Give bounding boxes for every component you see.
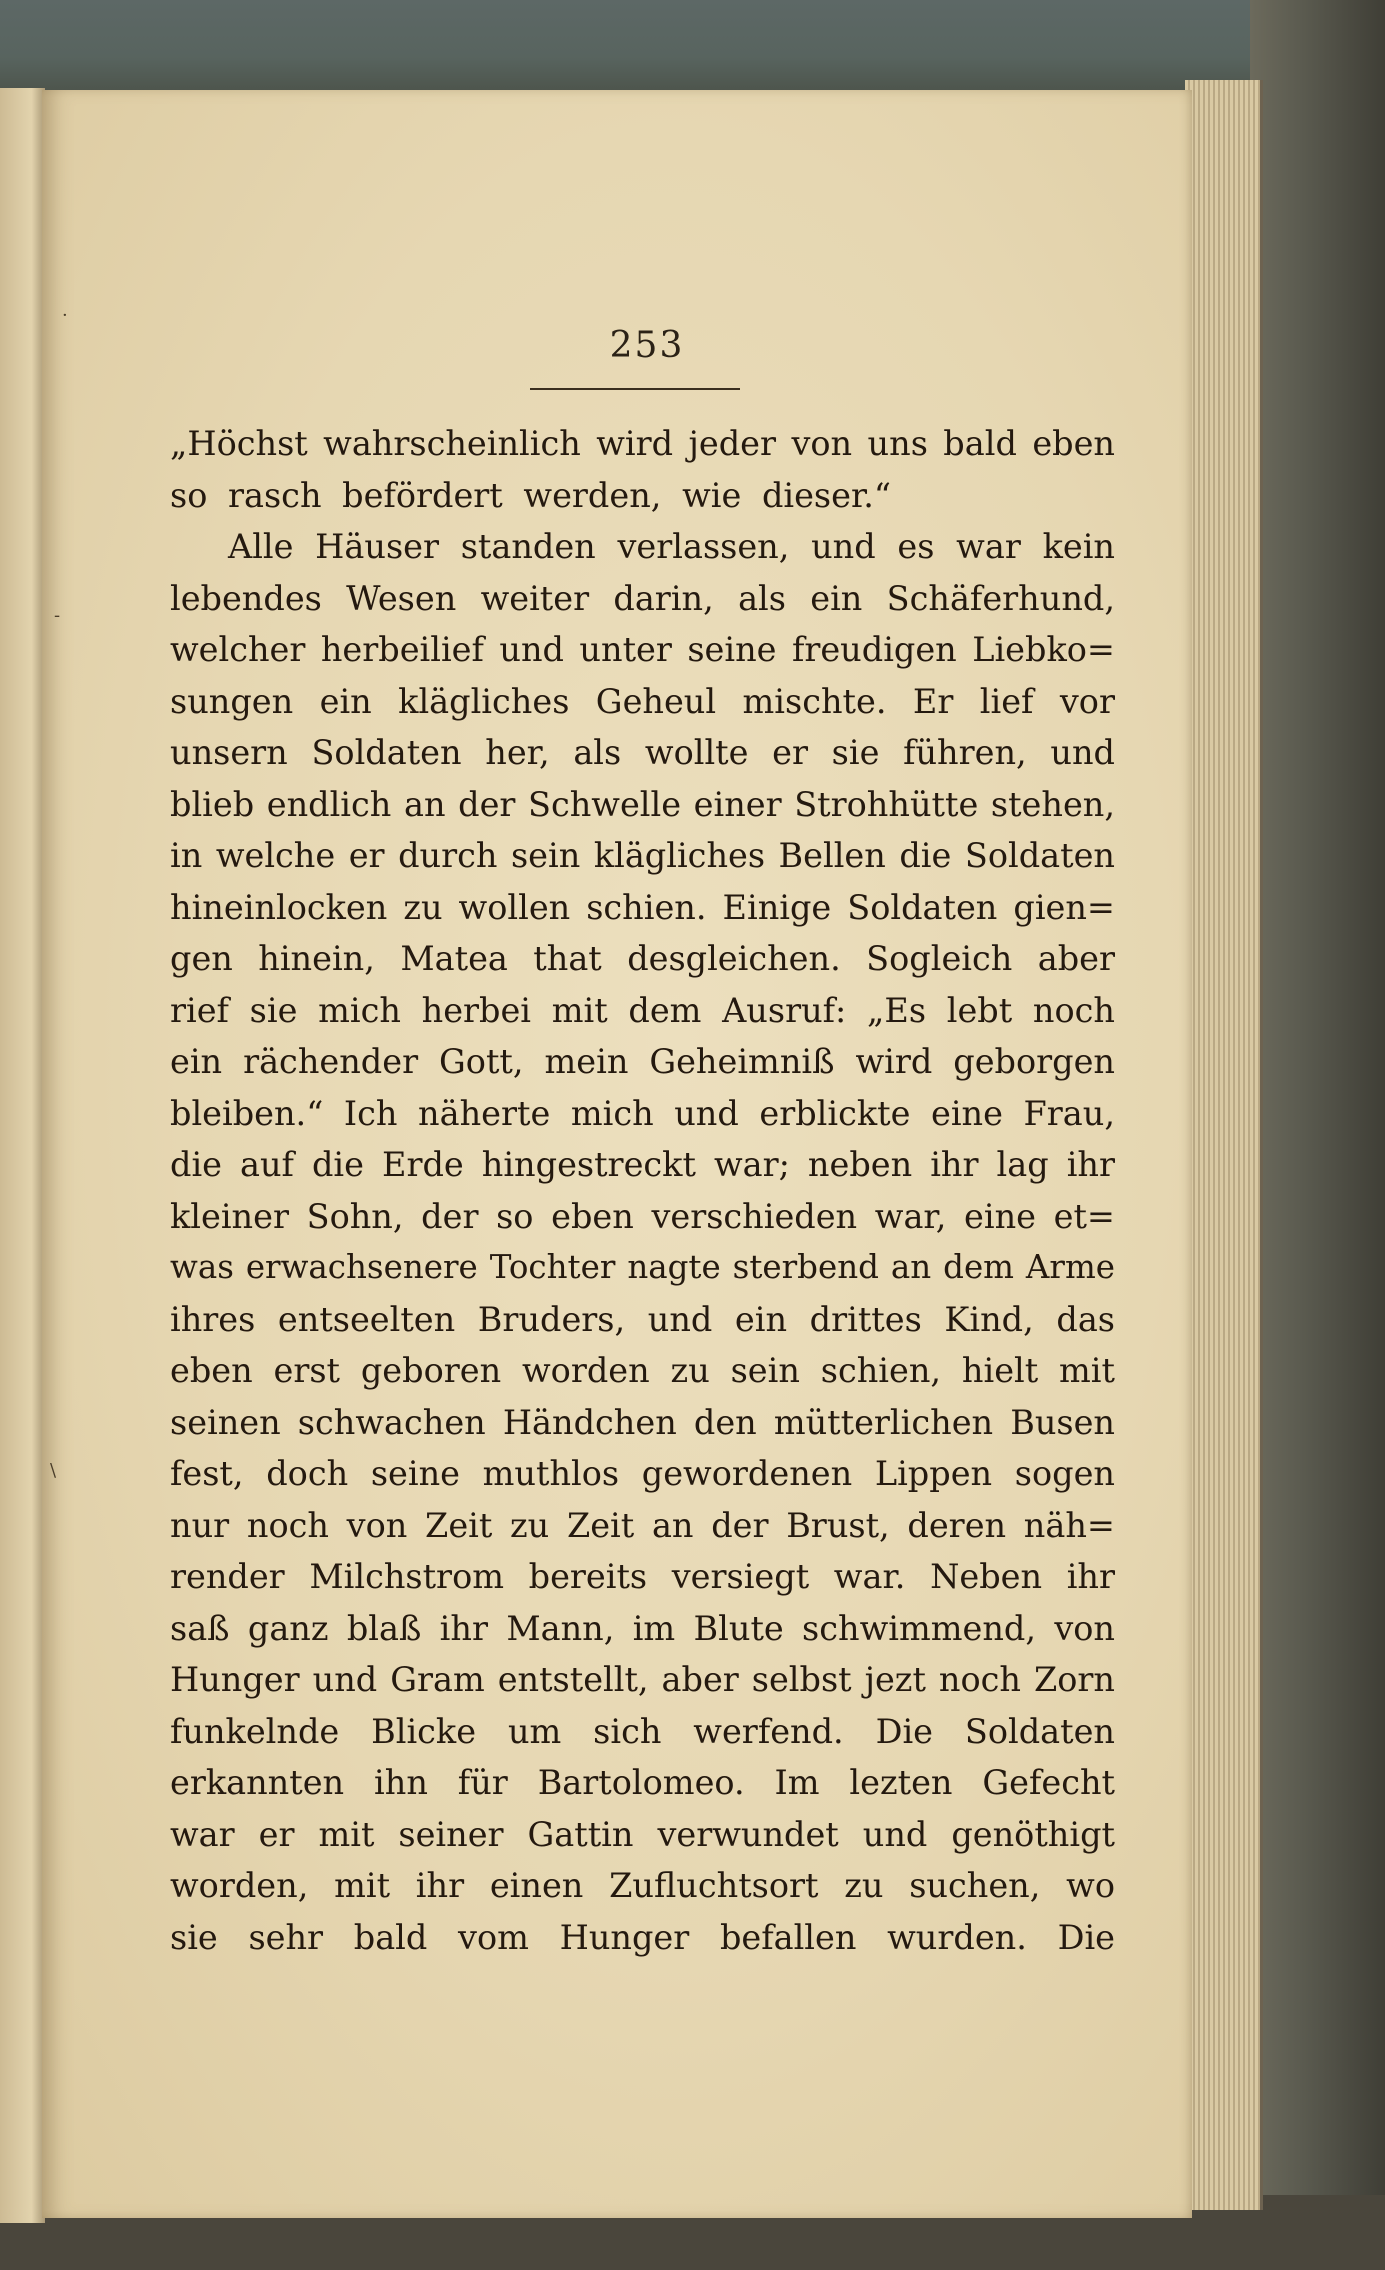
header-rule bbox=[530, 388, 740, 390]
body-text bbox=[170, 418, 1115, 1963]
text-line: lebendes Wesen weiter darin, als ein Schäferhund, bbox=[170, 578, 1115, 618]
text-line: erkannten ihn für Bartolomeo. Im lezten Gefecht bbox=[170, 1763, 1115, 1802]
previous-page-edge bbox=[0, 88, 45, 2223]
book-cover-right bbox=[1250, 0, 1385, 2270]
page-edges bbox=[1185, 80, 1263, 2210]
text-line: render Milchstrom bereits versiegt war. Neben ihr bbox=[170, 1557, 1115, 1596]
text-line: „Höchst wahrscheinlich wird jeder von uns bald eben bbox=[170, 424, 1115, 463]
text-line: sungen ein klägliches Geheul mischte. Er lief vor bbox=[170, 681, 1115, 721]
text-line: ihres entseelten Bruders, und ein drittes Kind, das bbox=[170, 1299, 1115, 1339]
text-line: seinen schwachen Händchen den mütterlichen Busen bbox=[170, 1402, 1115, 1442]
text-line: ein rächender Gott, mein Geheimniß wird geborgen bbox=[170, 1042, 1115, 1081]
text-line: worden, mit ihr einen Zufluchtsort zu suchen, wo bbox=[170, 1866, 1115, 1905]
text-line: hineinlocken zu wollen schien. Einige Soldaten gien= bbox=[170, 887, 1115, 927]
text-line: in welche er durch sein klägliches Bellen die Soldaten bbox=[170, 836, 1115, 875]
text-line: funkelnde Blicke um sich werfend. Die Soldaten bbox=[170, 1711, 1115, 1751]
text-line: eben erst geboren worden zu sein schien, hielt mit bbox=[170, 1351, 1115, 1390]
text-line: gen hinein, Matea that desgleichen. Sogleich aber bbox=[170, 939, 1115, 978]
text-line: nur noch von Zeit zu Zeit an der Brust, deren näh= bbox=[170, 1505, 1115, 1545]
margin-mark-dash: - bbox=[54, 605, 61, 626]
book-page bbox=[42, 90, 1192, 2218]
text-line: Hunger und Gram entstellt, aber selbst jezt noch Zorn bbox=[170, 1660, 1115, 1699]
text-line: so rasch befördert werden, wie dieser.“ bbox=[170, 475, 892, 515]
text-line: Alle Häuser standen verlassen, und es war kein bbox=[228, 527, 1115, 566]
text-line: die auf die Erde hingestreckt war; neben ihr lag ihr bbox=[170, 1145, 1115, 1184]
text-line: bleiben.“ Ich näherte mich und erblickte eine Frau, bbox=[170, 1093, 1115, 1133]
text-line: war er mit seiner Gattin verwundet und genöthigt bbox=[170, 1814, 1115, 1854]
text-line: kleiner Sohn, der so eben verschieden war, eine et= bbox=[170, 1196, 1115, 1236]
text-line: sie sehr bald vom Hunger befallen wurden. Die bbox=[170, 1917, 1115, 1957]
text-line: welcher herbeilief und unter seine freudigen Liebko= bbox=[170, 630, 1115, 669]
text-line: was erwachsenere Tochter nagte sterbend an dem Arme bbox=[170, 1248, 1115, 1286]
text-line: unsern Soldaten her, als wollte er sie führen, und bbox=[170, 733, 1115, 772]
margin-mark-dot: · bbox=[62, 305, 68, 326]
page-number: 253 bbox=[609, 325, 685, 366]
text-line: fest, doch seine muthlos gewordenen Lippen sogen bbox=[170, 1454, 1115, 1493]
text-line: blieb endlich an der Schwelle einer Strohhütte stehen, bbox=[170, 784, 1115, 824]
text-line: rief sie mich herbei mit dem Ausruf: „Es lebt noch bbox=[170, 990, 1115, 1030]
book-cover-top bbox=[0, 0, 1385, 95]
text-line: saß ganz blaß ihr Mann, im Blute schwimmend, von bbox=[170, 1608, 1115, 1648]
margin-mark-tick: \ bbox=[50, 1460, 57, 1481]
